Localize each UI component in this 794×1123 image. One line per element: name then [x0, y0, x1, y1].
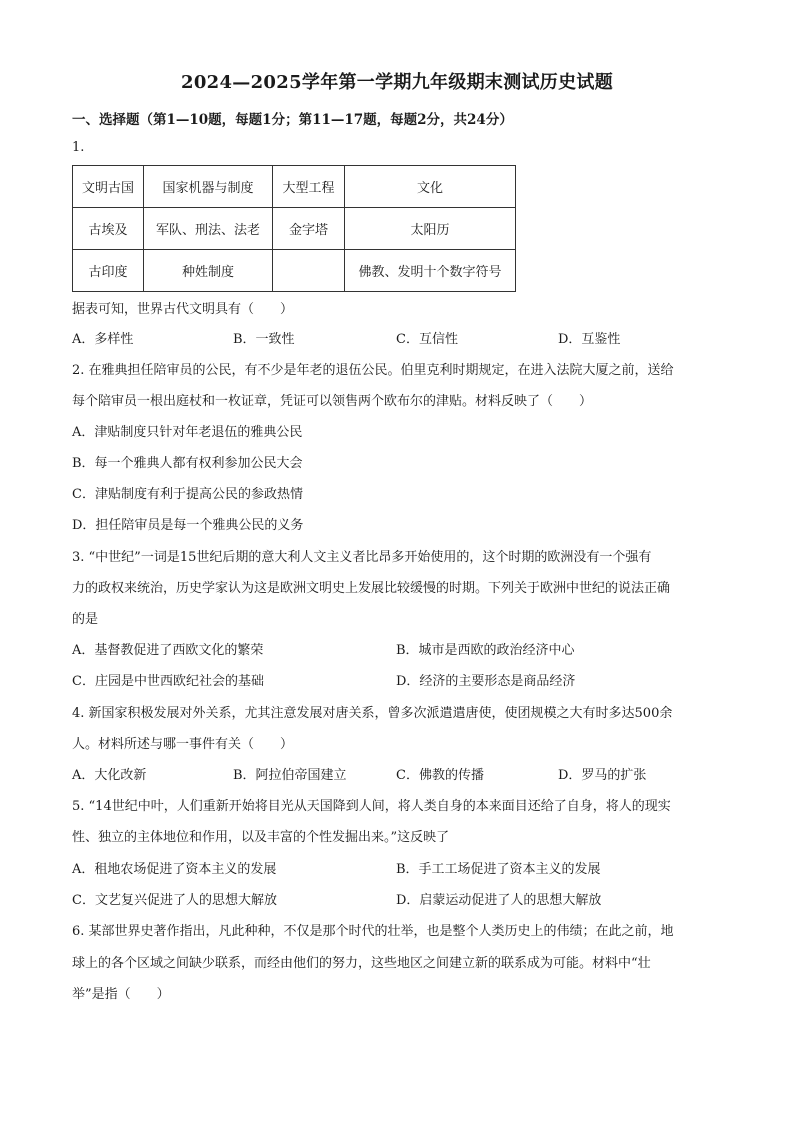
question-1-number: 1. [72, 140, 85, 155]
question-1-stem: 据表可知，世界古代文明具有（ ） [72, 302, 294, 317]
table-header-cell: 文明古国 [73, 166, 144, 208]
question-4-line: 人。材料所述与哪一事件有关（ ） [72, 737, 294, 752]
question-3-option-d[interactable]: D．经济的主要形态是商品经济 [396, 674, 576, 689]
table-cell [273, 250, 345, 292]
question-3-line: 力的政权来统治，历史学家认为这是欧洲文明史上发展比较缓慢的时期。下列关于欧洲中世纪的说法正确 [72, 581, 671, 596]
question-1-option-d[interactable]: D．互鉴性 [558, 332, 621, 347]
question-2-line: 每个陪审员一根出庭杖和一枚证章，凭证可以领售两个欧布尔的津贴。材料反映了（ ） [72, 394, 593, 409]
table-cell: 金字塔 [273, 208, 345, 250]
table-header-row [73, 166, 516, 208]
question-2-option-a[interactable]: A．津贴制度只针对年老退伍的雅典公民 [72, 425, 303, 440]
question-3-line: 的是 [72, 612, 99, 627]
question-2-option-b[interactable]: B．每一个雅典人都有权利参加公民大会 [72, 456, 303, 471]
table-row [73, 250, 516, 292]
table-cell: 古印度 [73, 250, 144, 292]
question-2-option-c[interactable]: C．津贴制度有利于提高公民的参政热情 [72, 487, 303, 502]
question-3-option-b[interactable]: B．城市是西欧的政治经济中心 [396, 643, 575, 658]
table-header-cell: 大型工程 [273, 166, 345, 208]
question-4-line: 4. 新国家积极发展对外关系，尤其注意发展对唐关系，曾多次派遣遣唐使，使团规模之大有时多达500余 [72, 706, 673, 721]
exam-title: 2024—2025学年第一学期九年级期末测试历史试题 [181, 72, 613, 93]
question-1-option-a[interactable]: A．多样性 [72, 332, 134, 347]
table-cell: 种姓制度 [144, 250, 273, 292]
question-2-option-d[interactable]: D．担任陪审员是每一个雅典公民的义务 [72, 518, 304, 533]
question-6-line: 举”是指（ ） [72, 987, 170, 1002]
question-4-option-b[interactable]: B．阿拉伯帝国建立 [233, 768, 347, 783]
question-4-option-d[interactable]: D．罗马的扩张 [558, 768, 647, 783]
question-2-line: 2. 在雅典担任陪审员的公民，有不少是年老的退伍公民。伯里克利时期规定，在进入法院大厦之前，送给 [72, 363, 674, 378]
question-5-line: 性、独立的主体地位和作用，以及丰富的个性发掘出来。”这反映了 [72, 830, 450, 845]
table-header-cell: 国家机器与制度 [144, 166, 273, 208]
question-5-option-d[interactable]: D．启蒙运动促进了人的思想大解放 [396, 893, 602, 908]
table-cell: 古埃及 [73, 208, 144, 250]
question-5-option-c[interactable]: C．文艺复兴促进了人的思想大解放 [72, 893, 277, 908]
table-cell: 军队、刑法、法老 [144, 208, 273, 250]
question-4-option-a[interactable]: A．大化改新 [72, 768, 147, 783]
question-6-line: 球上的各个区域之间缺少联系，而经由他们的努力，这些地区之间建立新的联系成为可能。材料中“壮 [72, 956, 651, 971]
question-5-option-a[interactable]: A．租地农场促进了资本主义的发展 [72, 862, 277, 877]
table-row [73, 208, 516, 250]
civilization-table [72, 165, 516, 292]
table-header-cell: 文化 [345, 166, 516, 208]
question-3-line: 3. “中世纪”一词是15世纪后期的意大利人文主义者比昂多开始使用的，这个时期的欧洲没有一个强有 [72, 550, 652, 565]
question-1-option-b[interactable]: B．一致性 [233, 332, 295, 347]
question-5-option-b[interactable]: B．手工工场促进了资本主义的发展 [396, 862, 601, 877]
question-3-option-a[interactable]: A．基督教促进了西欧文化的繁荣 [72, 643, 264, 658]
table-cell: 佛教、发明十个数字符号 [345, 250, 516, 292]
section-heading: 一、选择题（第1—10题，每题1分；第11—17题，每题2分，共24分） [72, 112, 513, 128]
question-5-line: 5. “14世纪中叶，人们重新开始将目光从天国降到人间，将人类自身的本来面目还给了自身，将人的现实 [72, 799, 671, 814]
question-6-line: 6. 某部世界史著作指出，凡此种种，不仅是那个时代的壮举，也是整个人类历史上的伟绩；在此之前，地 [72, 924, 674, 939]
table-cell: 太阳历 [345, 208, 516, 250]
question-3-option-c[interactable]: C．庄园是中世西欧纪社会的基础 [72, 674, 264, 689]
question-4-option-c[interactable]: C．佛教的传播 [396, 768, 484, 783]
question-1-option-c[interactable]: C．互信性 [396, 332, 458, 347]
